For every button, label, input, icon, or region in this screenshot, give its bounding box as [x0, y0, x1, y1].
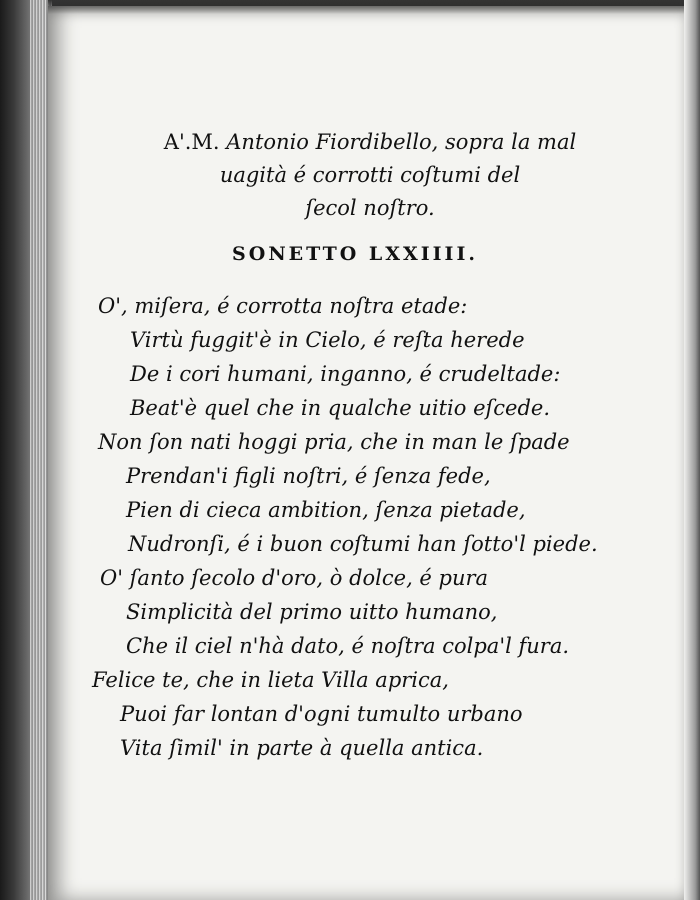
- poem-line: Puoi far lontan d'ogni tumulto urbano: [120, 702, 523, 726]
- poem-line: Felice te, che in lieta Villa aprica,: [92, 668, 449, 692]
- heading-line-1: [160, 126, 580, 159]
- poem-line: Virtù fuggit'è in Cielo, é reſta herede: [130, 328, 525, 352]
- poem-line: O', miſera, é corrotta noſtra etade:: [98, 294, 468, 318]
- poem-line: De i cori humani, inganno, é crudeltade:: [130, 362, 561, 386]
- poem-line: O' ſanto ſecolo d'oro, ò dolce, é pura: [100, 566, 489, 590]
- poem-line: Simplicità del primo uitto humano,: [126, 600, 498, 624]
- poem-line: Nudronſi, é i buon coſtumi han ſotto'l piede.: [128, 532, 598, 556]
- poem-line: Prendan'i figli noſtri, é ſenza fede,: [126, 464, 491, 488]
- poem-line: Non ſon nati hoggi pria, che in man le ſpade: [98, 430, 570, 454]
- poem-line: Vita ſimil' in parte à quella antica.: [120, 736, 484, 760]
- dedication-heading: [160, 126, 580, 225]
- right-page-edge: [684, 0, 700, 900]
- poem-line: Pien di cieca ambition, ſenza pietade,: [126, 498, 526, 522]
- heading-line-1-rest: Antonio Fiordibello, sopra la mal: [219, 130, 577, 154]
- poem-line: Che il ciel n'hà dato, é noſtra colpa'l fura.: [126, 634, 570, 658]
- heading-prefix: A'.M.: [163, 130, 220, 154]
- sonnet-title: SONETTO LXXIIII.: [232, 243, 478, 265]
- heading-line-3: ſecol noſtro.: [305, 196, 435, 220]
- heading-line-2: uagità é corrotti coſtumi del: [219, 163, 521, 187]
- poem-line: Beat'è quel che in qualche uitio eſcede.: [130, 396, 551, 420]
- top-shadow: [48, 0, 700, 14]
